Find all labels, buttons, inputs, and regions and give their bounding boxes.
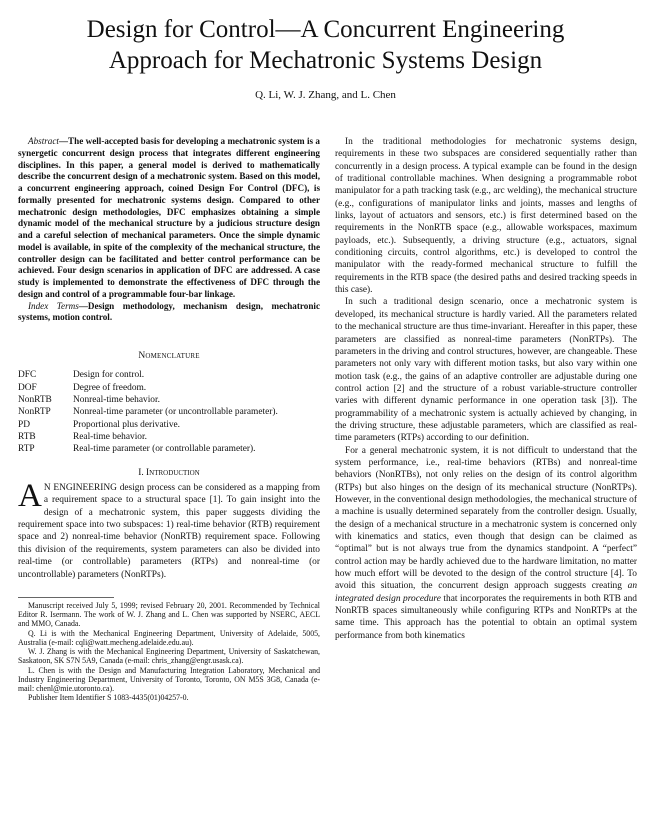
nomenclature-def: Proportional plus derivative. [73, 419, 181, 430]
abstract [18, 136, 320, 301]
footnote: Q. Li is with the Mechanical Engineering Department, University of Adelaide, 5005, Australia (e-mail: cqli@watt.mecheng.adelaide.edu.au). [18, 628, 320, 647]
nomenclature-def: Nonreal-time parameter (or uncontrollable parameter). [73, 407, 278, 418]
nomenclature-abbr: RTP [18, 444, 35, 455]
body-paragraph: In the traditional methodologies for mechatronic systems design, requirements in these two subspaces are considered sequentially rather than concurrently in a design process. A typical example can be found in the design of traditional controllable machines. When designing a programmable robot manipulator for a path tracking task (e.g., arc welding), the mechanical structure (e.g., configurations of manipulator links and joints, masses and lengths of links, layout of actuators and sensors, etc.) is first determined based on the requirements in the NonRTB space (e.g., allowable workspaces, maximum payloads, etc.). Subsequently, a driving structure (e.g., actuators, signal conditioning circuits, control algorithms, etc.) is developed to control the manipulator with the ready-formed mechanical structure to fulfill the requirements in the RTB space (the desired paths and desired tracking speeds in this case). [335, 137, 637, 296]
intro-text: N ENGINEERING design process can be considered as a mapping from a requirement space to a structural space [1]. To gain insight into the design of a mechatronic system, this paper suggests dividing the requirement space into two subspaces: 1) real-time behavior (RTB) requirement space and 2) nonreal-time behavior (NonRTB) requirement space. Following this division of the requirements, system parameters can also be divided into real-time (or controllable) parameters (RTPs) and nonreal-time (or uncontrollable) parameters (NonRTPs). [18, 483, 320, 580]
abstract-text: —The well-accepted basis for developing a mechatronic system is a synergetic concurrent design process that integrates different engineering disciplines. In this paper, a general model is derived to mathematically describe the concurrent design of a mechatronic system. Based on this model, a concurrent engineering approach, coined Design For Control (DFC), is formally presented for mechatronic systems design. Compared to other mechatronic design methodologies, DFC emphasizes obtaining a simple dynamic model of the mechanical structure by a judicious structure design and a careful selection of mechanical parameters. Once the simple dynamic model is available, in spite of the complexity of the mechanical structure, the controller design can be facilitated and better control performance can be achieved. Four design scenarios in application of DFC are addressed. A case study is implemented to demonstrate the effectiveness of DFC through the design and control of a programmable four-bar linkage. [18, 136, 320, 299]
nomenclature-abbr: DFC [18, 370, 37, 381]
nomenclature-def: Design for control. [73, 370, 145, 381]
body-paragraph [335, 445, 637, 643]
nomenclature-abbr: PD [18, 419, 30, 430]
nomenclature-item [18, 382, 320, 394]
abstract-label: Abstract [28, 136, 59, 146]
title-line-2: Approach for Mechatronic Systems Design [108, 47, 543, 74]
intro-paragraph [18, 478, 320, 581]
nomenclature-list [18, 369, 320, 455]
nomenclature-def: Real-time behavior. [73, 432, 147, 443]
nomenclature-def: Real-time parameter (or controllable parameter). [73, 444, 256, 455]
footnote: L. Chen is with the Design and Manufacturing Integration Laboratory, Mechanical and Industry Engineering Department, University of Toronto, Toronto, ON M5S 3G8, Canada (e-mail: chenl@mie.utoronto.ca). [18, 665, 320, 694]
footnote: Manuscript received July 5, 1999; revised February 20, 2001. Recommended by Technical Editor R. Isermann. The work of W. J. Zhang and L. Chen was supported by NSERC, AECL and MMO, Canada. [18, 600, 320, 629]
nomenclature-heading: Nomenclature [138, 351, 200, 361]
nomenclature-item [18, 443, 320, 455]
nomenclature-item [18, 431, 320, 443]
left-column [18, 136, 320, 703]
nomenclature-abbr: RTB [18, 432, 36, 443]
footnote: W. J. Zhang is with the Mechanical Engineering Department, University of Saskatchewan, Saskatoon, SK S7N 5A9, Canada (e-mail: chris_zhang@engr.usask.ca). [18, 647, 320, 666]
nomenclature-item [18, 419, 320, 431]
nomenclature-def: Degree of freedom. [73, 382, 147, 393]
index-terms [18, 301, 320, 325]
paper-title [0, 14, 651, 76]
nomenclature-item [18, 394, 320, 406]
index-terms-label: Index Terms [28, 300, 79, 311]
nomenclature-def: Nonreal-time behavior. [73, 395, 160, 406]
footnotes [18, 601, 320, 703]
body-paragraph: In such a traditional design scenario, once a mechatronic system is developed, its mechanical structure is hardly varied. All the parameters related to the mechanical structure are thus time-invariant. Hereafter in this paper, these parameters are classified as nonreal-time parameters (NonRTPs). The parameters in the driving and control structures, however, are changeable. These parameters not only vary with different motion tasks, but also vary within one motion task (e.g., the gains of an adaptive controller are adjustable during one control action [2] and the structure of a robust variable-structure controller varies with different dynamic performance in one operation task [3]). The programmability of a mechatronic system is actually achieved by changing, in the driving structure, these adjustable parameters, which are classified as real-time parameters (RTPs) according to our definition. [335, 297, 637, 444]
body-text: For a general mechatronic system, it is not difficult to understand that the system performance, i.e., real-time behaviors (RTBs) and nonreal-time behaviors (NonRTBs), not only relies on the design of its control algorithm (RTPs) but also hinges on the design of its mechanical structure (NonRTPs). However, in the conventional design methodologies, the mechanical structure of a machine is usually determined separately from the controller design. Usually, the design of a mechanical structure in a mechatronic system is concerned only with kinematics and statics, even though that design can be claimed as “optimal” but is not always true from the dynamics standpoint. A “perfect” control action may be hardly achieved due to the hardware limitation, no matter how much effort will be devoted to the design of the control structure [4]. To avoid this situation, the concurrent design approach suggests creating [335, 445, 637, 592]
nomenclature-item [18, 406, 320, 418]
index-terms-text: —Design methodology, mechanism design, mechatronic systems, motion control. [18, 300, 320, 323]
drop-cap: A [18, 478, 42, 515]
right-column [335, 136, 637, 642]
body-text: that incorporates the requirements in both RTB and NonRTB spaces simultaneously while configuring RTPs and NonRTPs at the same time. This approach has the potential to obtain an optimal system performance from both kinematics [335, 593, 637, 641]
footnote-divider [18, 597, 114, 598]
title-line-1: Design for Control—A Concurrent Engineering [86, 16, 565, 43]
emphasis-text: an integrated design procedure [335, 581, 637, 604]
nomenclature-abbr: DOF [18, 382, 37, 393]
nomenclature-abbr: NonRTB [18, 395, 52, 406]
footnote: Publisher Item Identifier S 1083-4435(01)04257-0. [28, 693, 189, 703]
nomenclature-abbr: NonRTP [18, 407, 51, 418]
authors: Q. Li, W. J. Zhang, and L. Chen [255, 89, 396, 101]
section-heading: I. Introduction [138, 467, 200, 478]
nomenclature-item [18, 369, 320, 381]
